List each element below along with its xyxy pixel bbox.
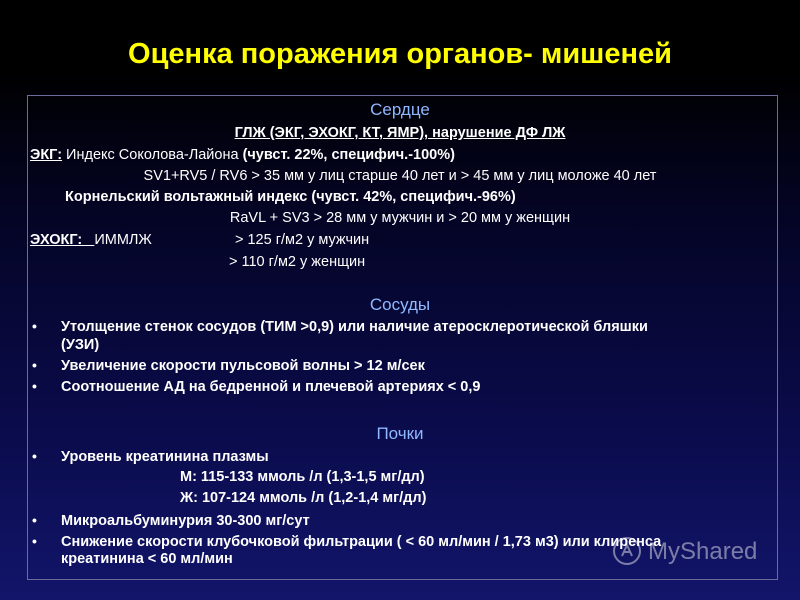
- ravl-criteria: RaVL + SV3 > 28 мм у мужчин и > 20 мм у женщин: [229, 210, 571, 226]
- bullet-icon: •: [32, 512, 37, 528]
- watermark-text: MyShared: [648, 538, 758, 565]
- bullet-icon: •: [32, 533, 37, 549]
- section-heart-header: Сердце: [370, 100, 430, 119]
- echo-label-line: [30, 231, 152, 249]
- bullet-icon: •: [32, 378, 37, 394]
- ecg-label: ЭКГ:: [30, 147, 63, 163]
- section-kidneys-header: Почки: [376, 424, 424, 443]
- echo-men: > 125 г/м2 у мужчин: [235, 232, 370, 248]
- bullet-icon: •: [32, 357, 37, 373]
- vessels-item-abi: Соотношение АД на бедренной и плечевой артериях < 0,9: [61, 379, 481, 395]
- kidneys-creatinine: Уровень креатинина плазмы: [61, 449, 269, 465]
- ecg-sokolov: Индекс Соколова-Лайона: [62, 147, 243, 163]
- echo-women: > 110 г/м2 у женщин: [229, 254, 366, 270]
- echo-immlzh: ИММЛЖ: [94, 232, 152, 248]
- vessels-item-tim: Утолщение стенок сосудов (ТИМ >0,9) или наличие атеросклеротической бляшки: [61, 319, 648, 335]
- ecg-line: [30, 146, 455, 164]
- kidneys-gfr-cont: креатинина < 60 мл/мин: [61, 551, 233, 567]
- watermark: [612, 534, 782, 574]
- kidneys-gfr: Снижение скорости клубочковой фильтрации ( < 60 мл/мин / 1,73 м3) или клиренса: [61, 534, 662, 550]
- ecg-sensitivity: (чувст. 22%, специфич.-100%): [242, 147, 455, 163]
- kornell-index: Корнельский вольтажный индекс (чувст. 42%, специфич.-96%): [65, 189, 516, 205]
- kidneys-creatinine-f: Ж: 107-124 ммоль /л (1,2-1,4 мг/дл): [180, 490, 427, 506]
- bullet-icon: •: [32, 318, 37, 334]
- bullet-icon: •: [32, 448, 37, 464]
- section-vessels-header: Сосуды: [369, 295, 431, 314]
- vessels-item-tim-cont: (УЗИ): [61, 337, 100, 353]
- kidneys-microalbuminuria: Микроальбуминурия 30-300 мг/сут: [61, 513, 310, 529]
- kidneys-creatinine-m: М: 115-133 ммоль /л (1,3-1,5 мг/дл): [180, 469, 425, 485]
- myshared-logo-icon: [612, 536, 642, 566]
- sv-criteria: SV1+RV5 / RV6 > 35 мм у лиц старше 40 лет и > 45 мм у лиц моложе 40 лет: [143, 168, 657, 184]
- echo-label: ЭХОКГ:: [30, 232, 95, 248]
- slide-title: Оценка поражения органов- мишеней: [128, 38, 672, 70]
- heart-line-glzh: ГЛЖ (ЭКГ, ЭХОКГ, КТ, ЯМР), нарушение ДФ ЛЖ: [234, 125, 566, 141]
- vessels-item-pwv: Увеличение скорости пульсовой волны > 12 м/сек: [61, 358, 425, 374]
